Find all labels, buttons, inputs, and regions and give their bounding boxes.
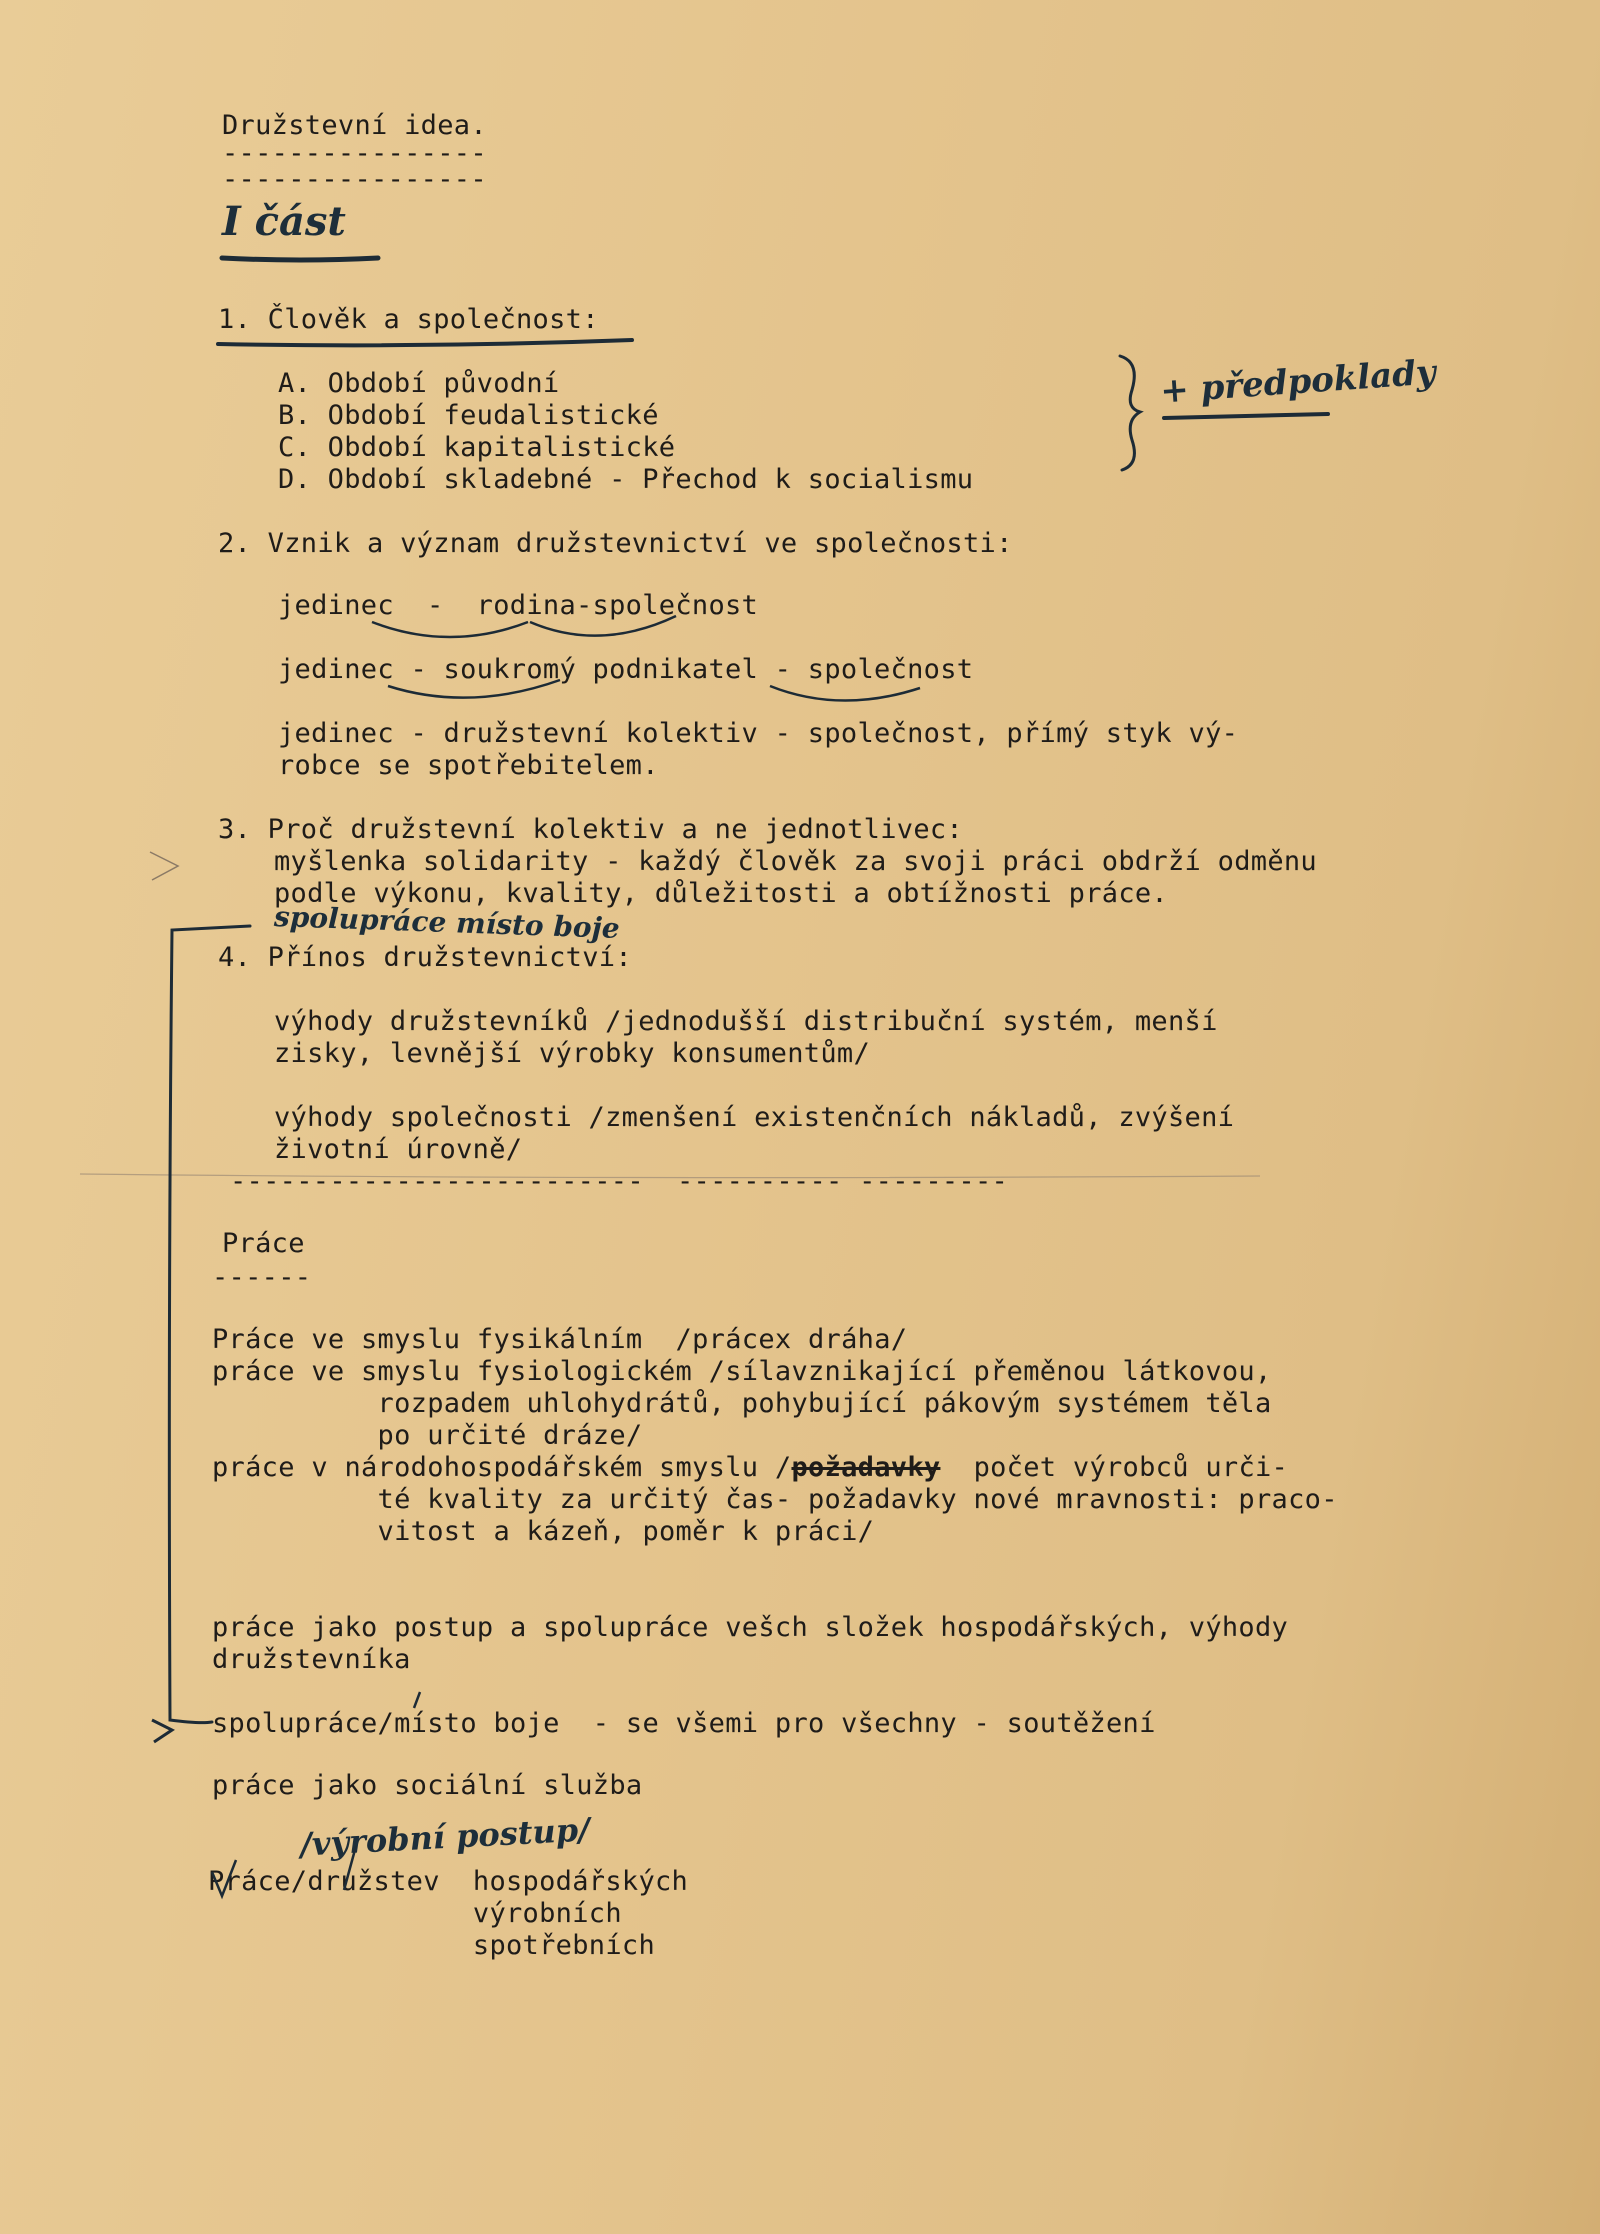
prace-line: spotřebních [208, 1930, 655, 1961]
pencil-line [80, 1174, 1260, 1178]
note-underline [1164, 414, 1328, 418]
prace-line: rozpadem uhlohydrátů, pohybující pákovým systémem těla [212, 1388, 1272, 1419]
section-1-item: C. Období kapitalistické [278, 432, 676, 463]
section-3-line: podle výkonu, kvality, důležitosti a obtížnosti práce. [274, 878, 1168, 909]
margin-bracket-tick [152, 1720, 172, 1742]
pencil-chevron [150, 852, 178, 880]
struck-word: požadavky [791, 1452, 941, 1483]
prace-heading: Práce [222, 1228, 305, 1259]
curve-underline [770, 686, 920, 701]
curve-underline [388, 680, 560, 698]
part-underline [222, 258, 378, 260]
section-4-line: životní úrovně/ [274, 1134, 523, 1165]
heading-underline [218, 340, 632, 345]
brace-mark [1120, 356, 1140, 470]
document-title: Družstevní idea. [222, 110, 487, 141]
section-1-item: B. Období feudalistické [278, 400, 659, 431]
section-1-item: D. Období skladebné - Přechod k socialismu [278, 464, 974, 495]
handwritten-note-vyrobni-postup: /výrobní postup/ [299, 1810, 591, 1864]
prace-line: vitost a kázeň, poměr k práci/ [212, 1516, 875, 1547]
section-4-heading: 4. Přínos družstevnictví: [218, 942, 632, 973]
section-1-heading: 1. Člověk a společnost: [218, 304, 599, 335]
section-divider: ------------------------- ---------- --------- [230, 1166, 1009, 1197]
title-rule: ---------------- [222, 138, 487, 169]
section-2-line: jedinec - soukromý podnikatel - společnost [278, 654, 974, 685]
slash-mark [344, 1846, 356, 1890]
prace-line-part: počet výrobců urči- [940, 1452, 1289, 1483]
section-4-line: výhody družstevníků /jednodušší distribuční systém, menší [274, 1006, 1218, 1037]
prace-line: té kvality za určitý čas- požadavky nové mravnosti: praco- [212, 1484, 1338, 1515]
handwritten-part-label: I část [222, 198, 346, 245]
title-rule: ---------------- [222, 164, 487, 195]
prace-line: výrobních [208, 1898, 622, 1929]
prace-heading-rule: ------ [212, 1262, 312, 1293]
prace-line: práce ve smyslu fysiologickém /sílavznikající přeměnou látkovou, [212, 1356, 1272, 1387]
section-2-heading: 2. Vznik a význam družstevnictví ve společnosti: [218, 528, 1013, 559]
margin-note-predpoklady: + předpoklady [1158, 352, 1437, 412]
prace-line: spolupráce/místo boje - se všemi pro všechny - soutěžení [212, 1708, 1156, 1739]
prace-line: po určité dráze/ [212, 1420, 643, 1451]
handwritten-note-spoluprace: spolupráce místo boje [273, 899, 621, 946]
section-3-heading: 3. Proč družstevní kolektiv a ne jednotlivec: [218, 814, 963, 845]
section-1-item: A. Období původní [278, 368, 560, 399]
section-2-line: jedinec - rodina-společnost [278, 590, 759, 621]
section-2-line: robce se spotřebitelem. [278, 750, 659, 781]
curve-underline [372, 622, 528, 637]
prace-line: Práce ve smyslu fysikálním /prácex dráha/ [212, 1324, 908, 1355]
margin-bracket [169, 926, 250, 1723]
section-2-line: jedinec - družstevní kolektiv - společnost, přímý styk vý- [278, 718, 1239, 749]
tick-mark [414, 1692, 420, 1708]
section-4-line: výhody společnosti /zmenšení existenčních nákladů, zvýšení [274, 1102, 1235, 1133]
curve-underline [530, 616, 676, 636]
prace-line: družstevníka [212, 1644, 411, 1675]
prace-line: práce jako postup a spolupráce vešch složek hospodářských, výhody [212, 1612, 1289, 1643]
section-4-line: zisky, levnější výrobky konsumentům/ [274, 1038, 870, 1069]
section-3-line: myšlenka solidarity - každý člověk za svoji práci obdrží odměnu [274, 846, 1317, 877]
prace-line: Práce/družstev hospodářských [208, 1866, 689, 1897]
prace-line-part: práce v národohospodářském smyslu / [212, 1452, 792, 1483]
tick-mark [212, 1860, 236, 1896]
prace-line: práce jako sociální služba [212, 1770, 643, 1801]
